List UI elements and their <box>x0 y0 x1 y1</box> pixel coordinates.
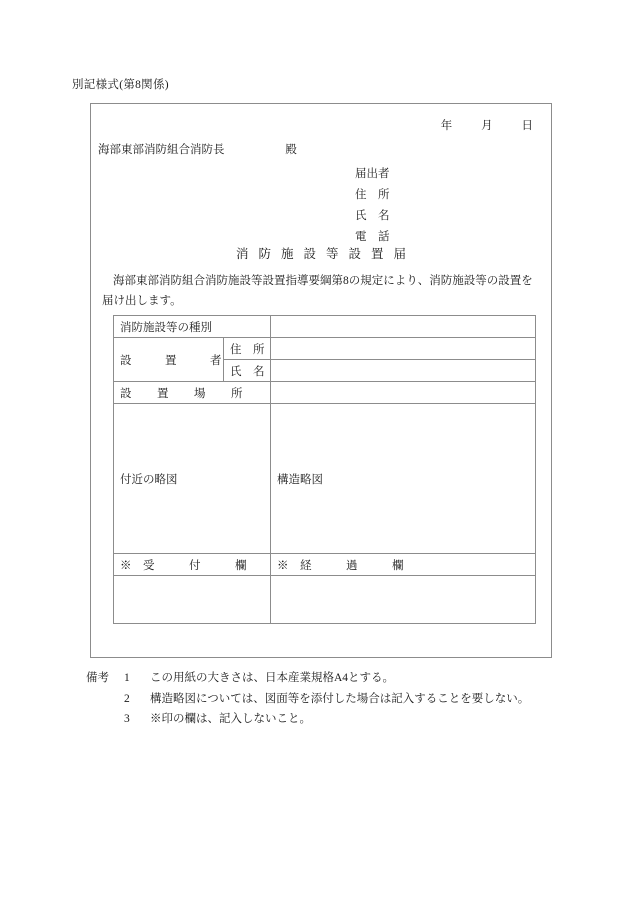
receipt-column-value[interactable] <box>114 576 271 624</box>
installer-name-value[interactable] <box>271 360 536 382</box>
installer-name-label: 氏 名 <box>224 360 271 382</box>
note-text: 構造略図については、図面等を添付した場合は記入することを要しない。 <box>150 692 530 705</box>
note-number: 2 <box>124 692 130 705</box>
body-paragraph: 海部東部消防組合消防施設等設置指導要綱第8の規定により、消防施設等の設置を届け出します。 <box>102 275 533 307</box>
kind-label: 消防施設等の種別 <box>114 316 271 338</box>
structure-diagram-cell[interactable] <box>271 404 536 554</box>
note-number: 1 <box>124 672 130 684</box>
receipt-column-label: ※ 受 付 欄 <box>114 554 271 576</box>
progress-column-label: ※ 経 過 欄 <box>271 554 536 576</box>
table-row-diagrams <box>114 404 536 554</box>
progress-column-value[interactable] <box>271 576 536 624</box>
note-number: 3 <box>124 713 130 725</box>
document-title: 消防施設等設置届 <box>235 247 416 261</box>
submitter-address-label: 住 所 <box>355 189 390 201</box>
list-item <box>86 689 586 710</box>
place-label: 設 置 場 所 <box>114 382 271 404</box>
installer-address-value[interactable] <box>271 338 536 360</box>
submitter-name-label: 氏 名 <box>355 210 390 222</box>
vicinity-map-label: 付近の略図 <box>120 473 178 486</box>
form-frame <box>90 103 552 658</box>
kind-value[interactable] <box>271 316 536 338</box>
table-row-place <box>114 382 536 404</box>
list-item <box>86 668 586 689</box>
form-table <box>113 315 536 624</box>
structure-diagram-label: 構造略図 <box>277 473 323 486</box>
submitter-block <box>355 164 390 248</box>
vicinity-map-cell[interactable] <box>114 404 271 554</box>
list-item <box>86 709 586 730</box>
table-row-kind <box>114 316 536 338</box>
date-day-label: 日 <box>521 120 533 132</box>
installer-address-label: 住 所 <box>224 338 271 360</box>
form-number: 別記様式(第8関係) <box>72 79 169 91</box>
note-text: ※印の欄は、記入しないこと。 <box>150 713 311 725</box>
place-value[interactable] <box>271 382 536 404</box>
date-year-label: 年 <box>440 120 453 132</box>
submitter-phone-label: 電 話 <box>355 231 390 243</box>
date-line <box>91 117 551 133</box>
addressee-name: 海部東部消防組合消防長 <box>98 144 225 156</box>
table-row-official-headers <box>114 554 536 576</box>
addressee-line <box>91 141 551 157</box>
table-row-official-values <box>114 576 536 624</box>
addressee-honorific: 殿 <box>285 144 297 156</box>
table-row-installer-address <box>114 338 536 360</box>
footer-notes <box>86 668 586 730</box>
installer-label: 設 置 者 <box>114 338 224 382</box>
footer-label: 備考 <box>86 672 109 684</box>
submitter-heading: 届出者 <box>355 168 390 180</box>
date-month-label: 月 <box>481 120 493 132</box>
note-text: この用紙の大きさは、日本産業規格A4とする。 <box>150 672 395 684</box>
